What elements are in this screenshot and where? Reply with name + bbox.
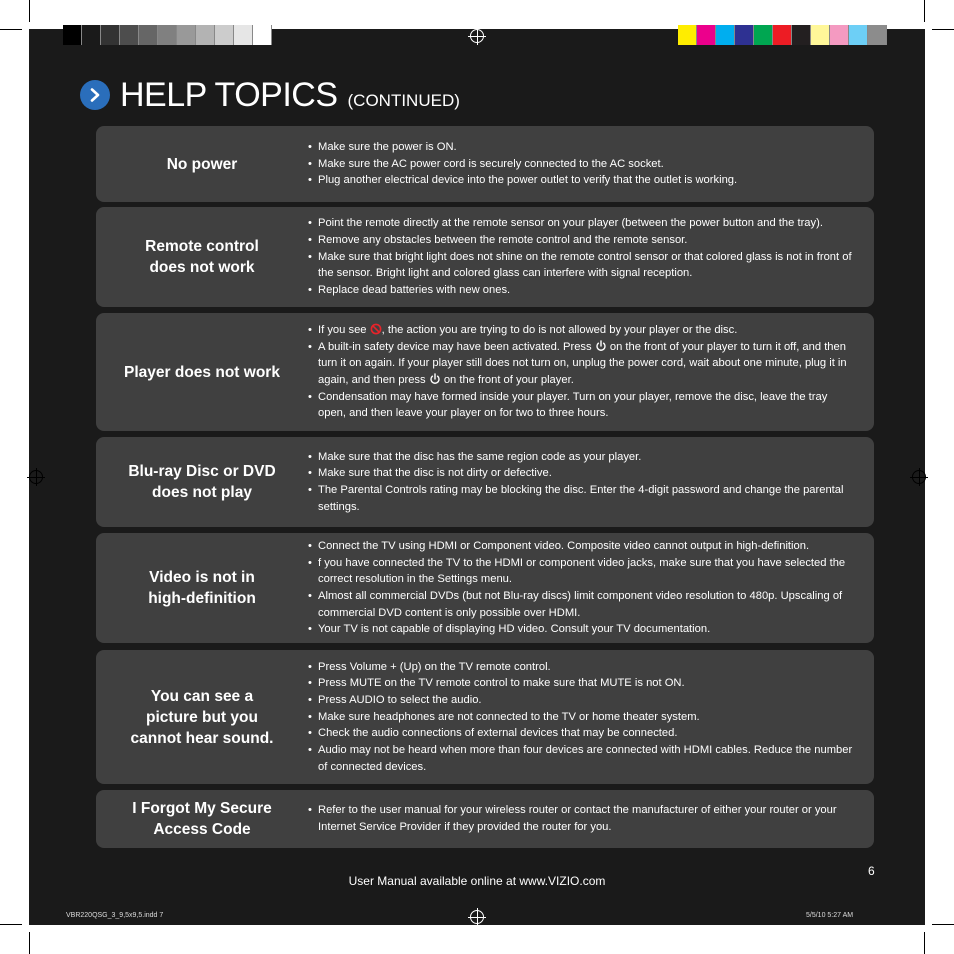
color-swatch [177, 25, 196, 45]
registration-mark-icon [29, 470, 43, 484]
topic-remote-control [96, 207, 874, 307]
topic-video-not-hd [96, 533, 874, 643]
list-item: • Make sure that the disc is not dirty or defective. [308, 465, 856, 482]
list-item: • Audio may not be heard when more than four devices are connected with HDMI cables. Reduce the number of connected devices. [308, 742, 856, 775]
crop-mark [924, 0, 925, 22]
topic-items [308, 538, 874, 638]
color-swatch [101, 25, 120, 45]
page-title: HELP TOPICS [120, 76, 338, 114]
topic-items [308, 139, 755, 189]
color-swatch [735, 25, 754, 45]
list-item: • Make sure the power is ON. [308, 139, 737, 156]
color-swatch [697, 25, 716, 45]
color-swatch [158, 25, 177, 45]
crop-mark [0, 29, 22, 30]
crop-mark [932, 924, 954, 925]
color-swatch [253, 25, 272, 45]
color-swatch [120, 25, 139, 45]
registration-mark-icon [470, 29, 484, 43]
topic-items [308, 215, 874, 299]
list-item: • The Parental Controls rating may be blocking the disc. Enter the 4-digit password and change the parental settings. [308, 482, 856, 515]
color-swatch [63, 25, 82, 45]
topic-label: Remote control does not work [145, 238, 259, 276]
topic-player-does-not-work [96, 313, 874, 431]
topic-label: I Forgot My Secure Access Code [132, 800, 272, 838]
list-item: • Make sure the AC power cord is securely connected to the AC socket. [308, 156, 737, 173]
list-item: • If you see , the action you are trying to do is not allowed by your player or the disc. [308, 322, 856, 339]
color-swatch [678, 25, 697, 45]
power-icon [429, 374, 441, 386]
list-item: • f you have connected the TV to the HDMI or component video jacks, make sure that you have selected the correct resolution in the Settings menu. [308, 555, 856, 588]
list-item: • Remove any obstacles between the remote control and the remote sensor. [308, 232, 856, 249]
list-item: • Press MUTE on the TV remote control to make sure that MUTE is not ON. [308, 675, 856, 692]
page-subtitle: (CONTINUED) [347, 91, 460, 110]
color-swatch [139, 25, 158, 45]
list-item: • Check the audio connections of external devices that may be connected. [308, 725, 856, 742]
slug-date: 5/5/10 5:27 AM [806, 912, 854, 919]
color-swatch [82, 25, 101, 45]
color-swatch [196, 25, 215, 45]
registration-mark-icon [470, 910, 484, 924]
list-item: • Press Volume + (Up) on the TV remote control. [308, 659, 856, 676]
color-swatch [215, 25, 234, 45]
topic-no-sound [96, 650, 874, 784]
page-header [80, 78, 460, 112]
crop-mark [932, 29, 954, 30]
process-color-bar [678, 25, 887, 45]
topic-label: You can see a picture but you cannot hear sound. [130, 687, 274, 747]
slug-file-name: VBR220QSG_3_9,5x9,5.indd 7 [66, 912, 164, 919]
list-item: • Refer to the user manual for your wireless router or contact the manufacturer of either your router or your Internet Service Provider if they provided the router for you. [308, 802, 856, 835]
list-item: • Your TV is not capable of displaying HD video. Consult your TV documentation. [308, 621, 856, 638]
color-swatch [792, 25, 811, 45]
topic-no-power [96, 126, 874, 202]
color-swatch [754, 25, 773, 45]
color-swatch [811, 25, 830, 45]
page-number: 6 [868, 864, 875, 878]
topic-label: Video is not in high-definition [148, 569, 256, 607]
crop-mark [0, 924, 22, 925]
color-swatch [868, 25, 887, 45]
list-item: • Connect the TV using HDMI or Component video. Composite video cannot output in high-definition. [308, 538, 856, 555]
topic-secure-access-code [96, 790, 874, 848]
list-item: • Replace dead batteries with new ones. [308, 282, 856, 299]
topic-label: Blu-ray Disc or DVD does not play [128, 463, 276, 501]
list-item: • Make sure that the disc has the same region code as your player. [308, 449, 856, 466]
topic-disc-does-not-play [96, 437, 874, 527]
topic-items [308, 659, 874, 776]
topic-items [308, 449, 874, 516]
list-item: • A built-in safety device may have been activated. Press on the front of your player to turn it off, and then turn it on again. If your player still does not turn on, unplug the power cord, wait about one minute, plug it in again, and then press on the front of your player. [308, 339, 856, 389]
topic-label: Player does not work [124, 363, 280, 381]
list-item: • Point the remote directly at the remote sensor on your player (between the power button and the tray). [308, 215, 856, 232]
color-swatch [773, 25, 792, 45]
prohibited-icon [370, 324, 382, 336]
topic-items [308, 802, 874, 835]
registration-mark-icon [912, 470, 926, 484]
crop-mark [924, 932, 925, 954]
footer-text: User Manual available online at www.VIZIO.com [348, 874, 606, 888]
list-item: • Press AUDIO to select the audio. [308, 692, 856, 709]
grayscale-color-bar [63, 25, 272, 45]
topic-label: No power [166, 155, 238, 173]
color-swatch [830, 25, 849, 45]
color-swatch [234, 25, 253, 45]
chevron-right-icon [80, 80, 110, 110]
list-item: • Condensation may have formed inside your player. Turn on your player, remove the disc, leave the tray open, and then leave your player on for two to three hours. [308, 389, 856, 422]
list-item: • Make sure headphones are not connected to the TV or home theater system. [308, 709, 856, 726]
list-item: • Almost all commercial DVDs (but not Blu-ray discs) limit component video resolution to 480p. Upscaling of commercial DVD content is only possible over HDMI. [308, 588, 856, 621]
list-item: • Plug another electrical device into the power outlet to verify that the outlet is working. [308, 172, 737, 189]
power-icon [595, 341, 607, 353]
crop-mark [29, 0, 30, 22]
crop-mark [29, 932, 30, 954]
color-swatch [849, 25, 868, 45]
topic-items [308, 322, 874, 422]
list-item: • Make sure that bright light does not shine on the remote control sensor or that colored glass is not in front of the sensor. Bright light and colored glass can interfere with signal reception. [308, 249, 856, 282]
color-swatch [716, 25, 735, 45]
